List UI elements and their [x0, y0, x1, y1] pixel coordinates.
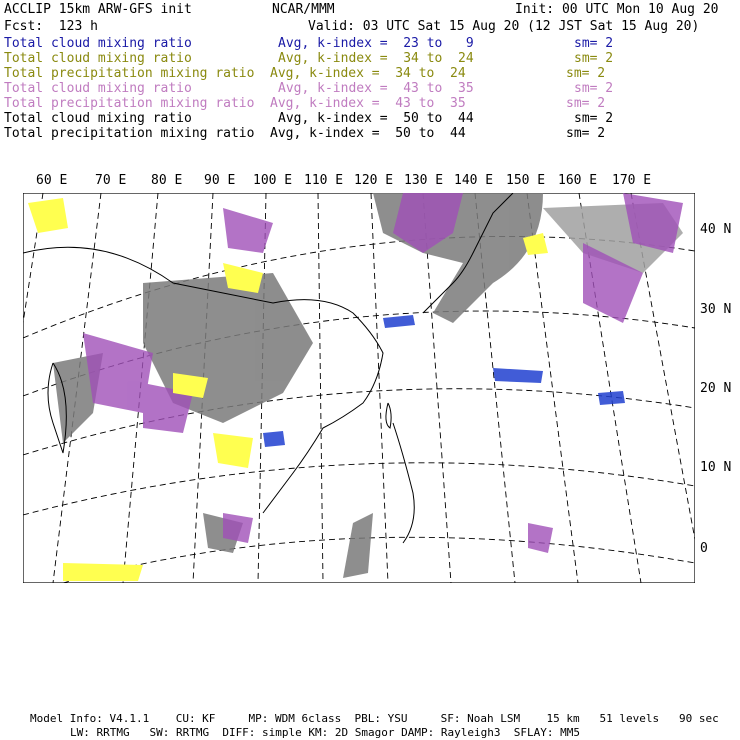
lon-label: 70 E — [95, 173, 127, 188]
field-sm: sm= 2 — [566, 126, 606, 141]
header-init: Init: 00 UTC Mon 10 Aug 20 — [515, 2, 719, 17]
field-avg: Avg, k-index = 50 to 44 — [278, 111, 474, 126]
field-sm: sm= 2 — [566, 66, 606, 81]
footer-model-info: Model Info: V4.1.1 CU: KF MP: WDM 6class PBL: YSU SF: Noah LSM 15 km 51 levels 90 sec — [30, 712, 719, 725]
lon-label: 90 E — [204, 173, 236, 188]
field-avg: Avg, k-index = 34 to 24 — [270, 66, 466, 81]
field-sm: sm= 2 — [574, 111, 614, 126]
header-valid: Valid: 03 UTC Sat 15 Aug 20 (12 JST Sat 15 Aug 20) — [308, 19, 700, 34]
footer-physics-info: LW: RRTMG SW: RRTMG DIFF: simple KM: 2D Smagor DAMP: Rayleigh3 SFLAY: MM5 — [70, 726, 580, 739]
lat-label: 30 N — [700, 302, 732, 317]
header-model: ACCLIP 15km ARW-GFS init — [4, 2, 192, 17]
lon-label: 80 E — [151, 173, 183, 188]
field-avg: Avg, k-index = 34 to 24 — [278, 51, 474, 66]
field-name: Total cloud mixing ratio — [4, 111, 192, 126]
field-name: Total cloud mixing ratio — [4, 36, 192, 51]
field-avg: Avg, k-index = 50 to 44 — [270, 126, 466, 141]
lon-label: 140 E — [454, 173, 494, 188]
lat-label: 0 — [700, 541, 708, 556]
field-name: Total precipitation mixing ratio — [4, 96, 255, 111]
field-name: Total cloud mixing ratio — [4, 81, 192, 96]
header-fcst: Fcst: 123 h — [4, 19, 98, 34]
field-sm: sm= 2 — [574, 51, 614, 66]
lon-label: 150 E — [506, 173, 546, 188]
lon-label: 100 E — [253, 173, 293, 188]
field-avg: Avg, k-index = 23 to 9 — [278, 36, 474, 51]
field-name: Total cloud mixing ratio — [4, 51, 192, 66]
field-sm: sm= 2 — [566, 96, 606, 111]
lon-label: 110 E — [304, 173, 344, 188]
lat-label: 40 N — [700, 222, 732, 237]
field-avg: Avg, k-index = 43 to 35 — [270, 96, 466, 111]
lon-label: 60 E — [36, 173, 68, 188]
lon-label: 130 E — [404, 173, 444, 188]
lat-label: 10 N — [700, 460, 732, 475]
lon-label: 120 E — [354, 173, 394, 188]
field-sm: sm= 2 — [574, 36, 614, 51]
lon-label: 160 E — [558, 173, 598, 188]
field-avg: Avg, k-index = 43 to 35 — [278, 81, 474, 96]
lon-label: 170 E — [612, 173, 652, 188]
field-name: Total precipitation mixing ratio — [4, 66, 255, 81]
field-sm: sm= 2 — [574, 81, 614, 96]
lat-label: 20 N — [700, 381, 732, 396]
field-name: Total precipitation mixing ratio — [4, 126, 255, 141]
map-panel — [23, 193, 695, 583]
header-org: NCAR/MMM — [272, 2, 335, 17]
